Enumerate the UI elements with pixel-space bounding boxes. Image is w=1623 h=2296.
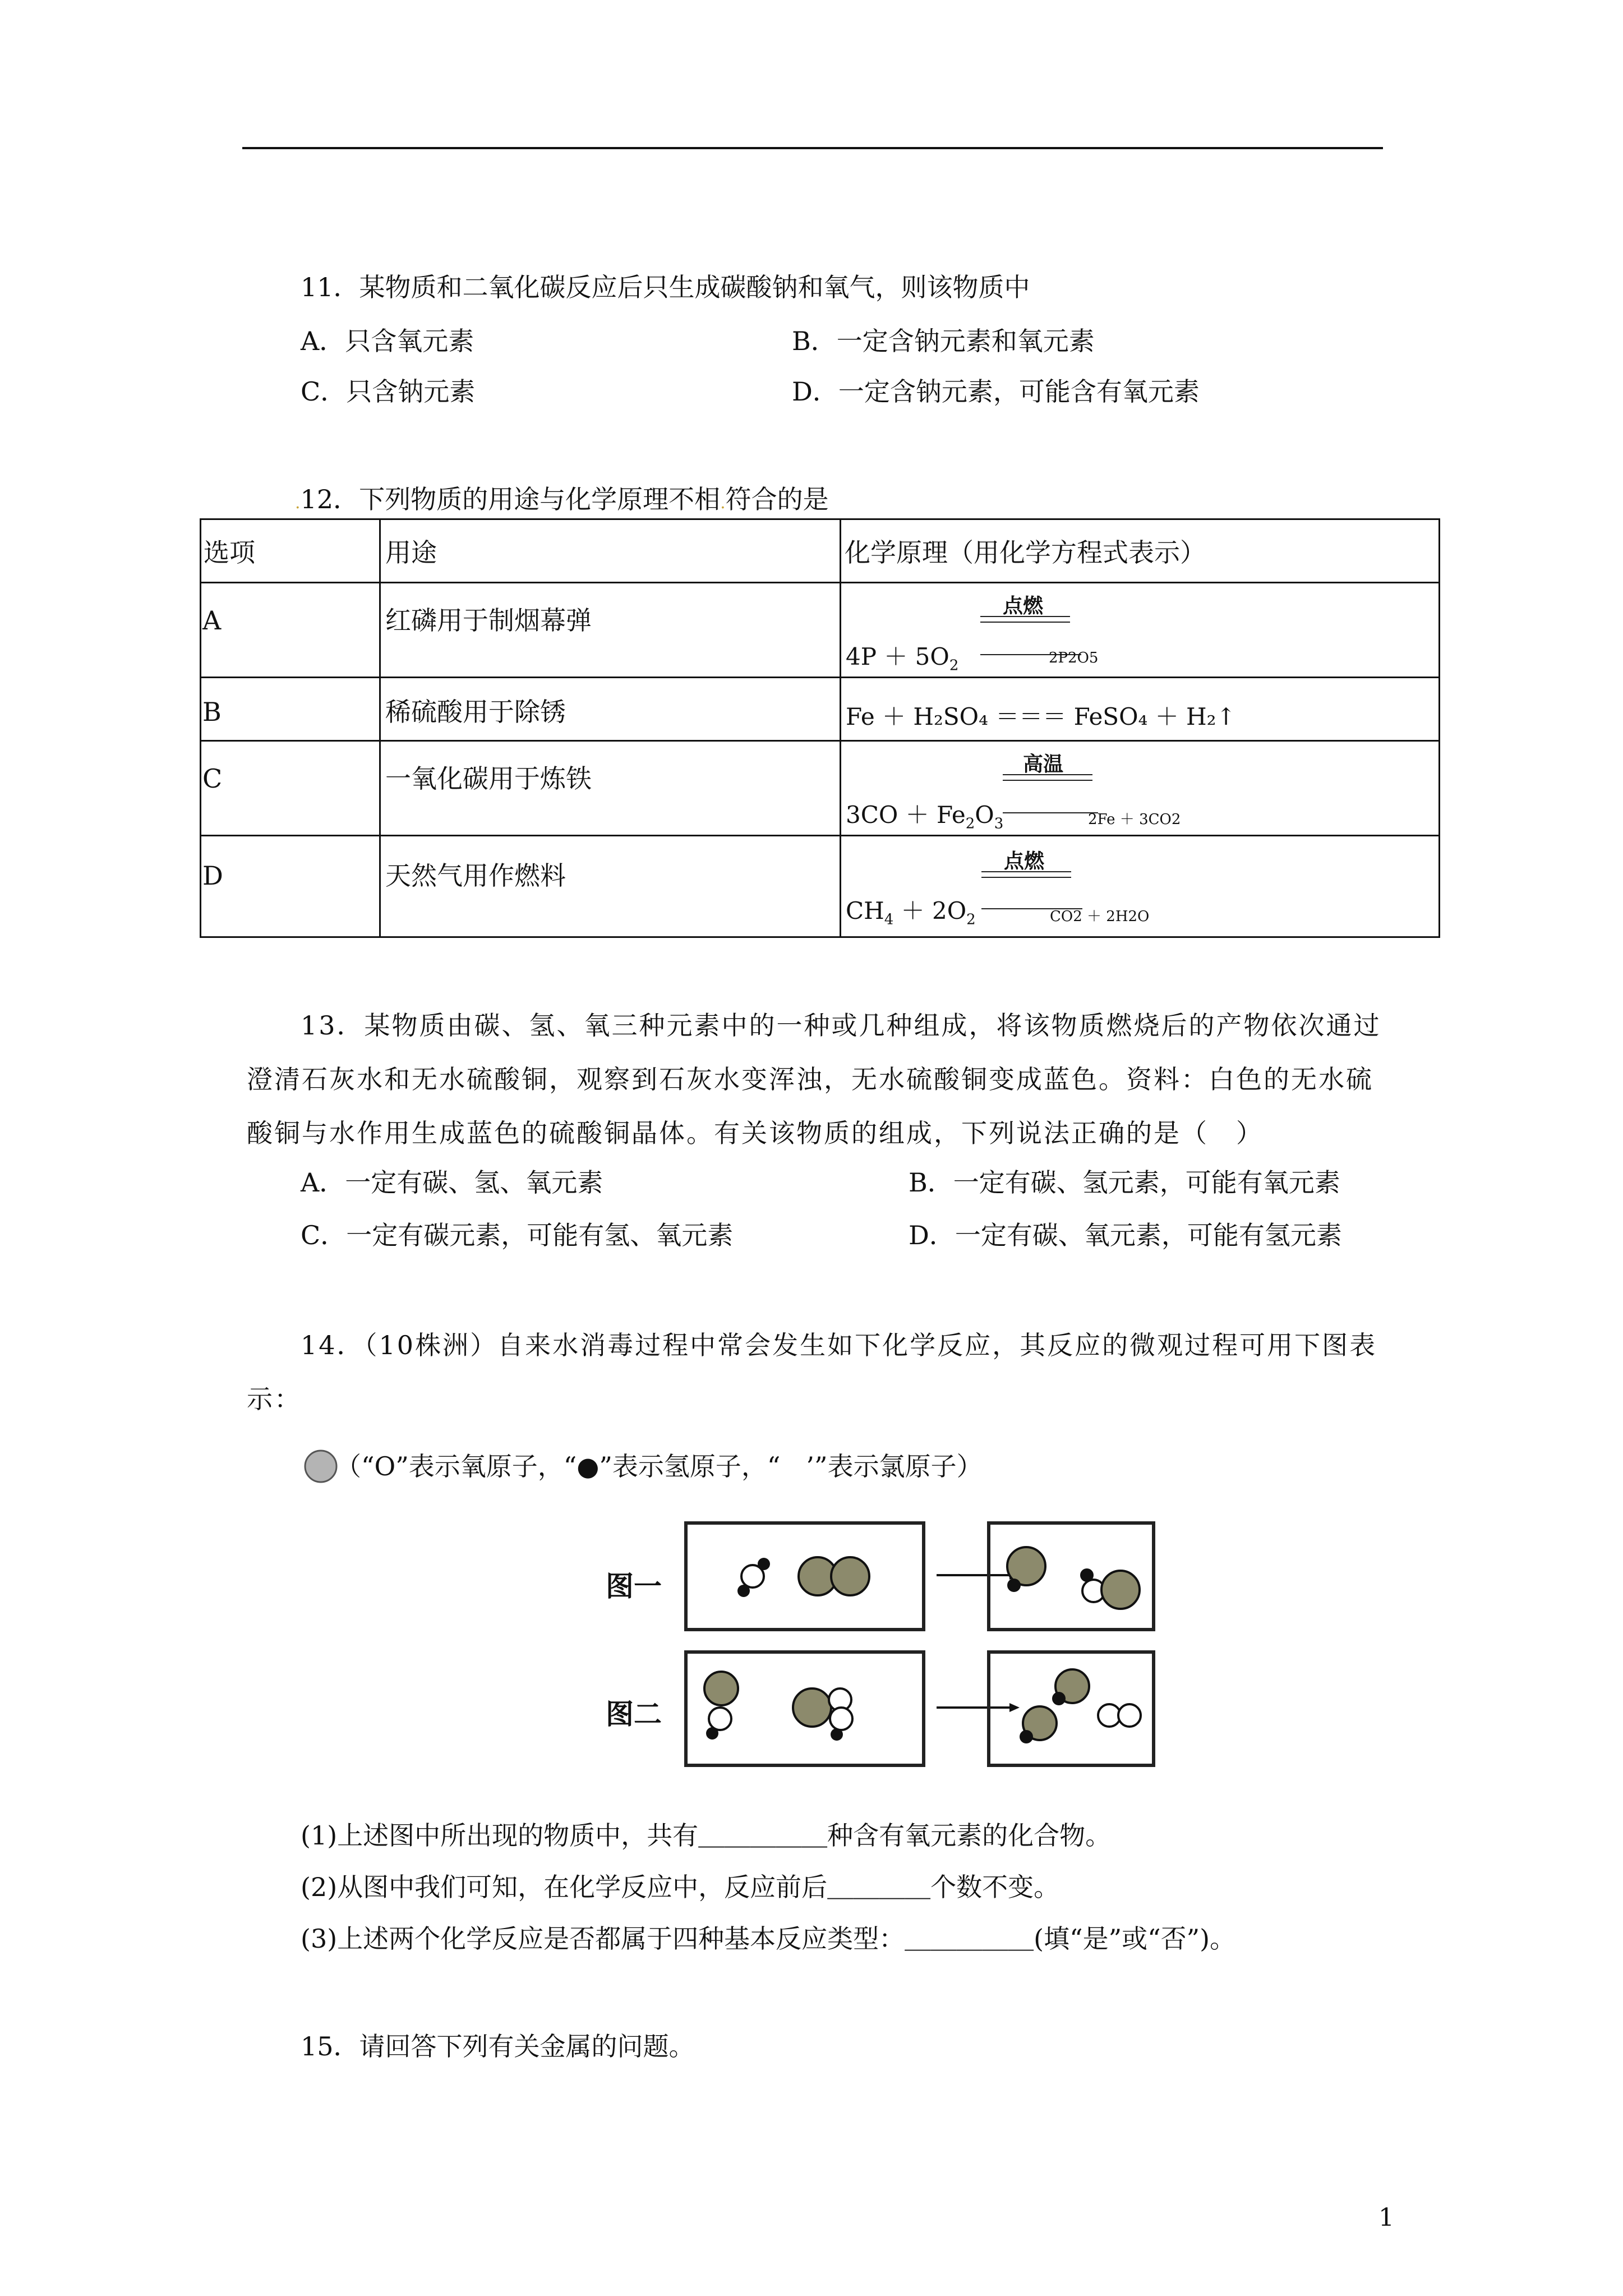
chem-table: [200, 518, 1440, 938]
oxygen-atom: [830, 1708, 852, 1730]
fig2-products-box: [987, 1650, 1155, 1767]
table-row: [840, 677, 1440, 742]
table-row: [200, 582, 381, 678]
fig2-products-molecules: [990, 1654, 1152, 1764]
q14-sub2: (2)从图中我们可知，在化学反应中，反应前后＿＿＿＿个数不变。: [301, 1872, 1060, 1902]
table-row: [200, 740, 381, 836]
row-d-lhs-a: CH: [846, 897, 884, 924]
row-b-option: B: [202, 697, 222, 727]
row-a-rhs: 2P2O5: [1049, 650, 1099, 666]
row-a-option: A: [202, 605, 222, 636]
q12-stem-a: 12．下列物质的用途与化学原理不相: [300, 484, 721, 514]
row-d-sub2: 2: [966, 911, 976, 928]
row-c-sub1: 2: [965, 815, 975, 832]
q11-option-b: B．一定含钠元素和氧元素: [792, 326, 1095, 356]
row-d-use: 天然气用作燃料: [385, 861, 566, 891]
q11-option-a: A．只含氧元素: [301, 326, 474, 356]
row-d-rhs: CO2 ＋ 2H2O: [1050, 908, 1150, 925]
hydrogen-atom: [706, 1727, 718, 1740]
fig2-reactants-molecules: [688, 1654, 922, 1764]
row-c-equation: [846, 797, 1003, 832]
q14-legend: （“O”表示氧原子，“●”表示氢原子，“ ’”表示氯原子）: [335, 1451, 983, 1481]
condition-rule-lower: [1003, 812, 1098, 813]
table-header-cell: [840, 518, 1440, 583]
row-a-sub: 2: [949, 657, 959, 674]
row-d-lhs-b: ＋ 2O: [893, 897, 967, 924]
table-row: [379, 740, 841, 836]
row-a-condition: 点燃: [1003, 594, 1044, 618]
row-b-use: 稀硫酸用于除锈: [385, 697, 566, 727]
q13-option-a: A．一定有碳、氢、氧元素: [301, 1167, 603, 1198]
chlorine-atom: [793, 1688, 831, 1727]
header-option: 选项: [204, 537, 255, 568]
header-principle: 化学原理（用化学方程式表示）: [845, 537, 1206, 568]
row-c-use: 一氧化碳用于炼铁: [385, 763, 592, 794]
q12-stem: [295, 482, 829, 520]
fig1-reactants-molecules: [688, 1525, 922, 1628]
fig1-products-molecules: [990, 1525, 1152, 1628]
q14-sub3: (3)上述两个化学反应是否都属于四种基本反应类型：＿＿＿＿＿(填“是”或“否”)。: [301, 1924, 1236, 1954]
row-c-lhs-a: 3CO ＋ Fe: [846, 801, 966, 829]
q14-sub1: (1)上述图中所出现的物质中，共有＿＿＿＿＿种含有氧元素的化合物。: [301, 1820, 1112, 1851]
reaction-diagram: [591, 1513, 1152, 1777]
chlorine-atom-icon: [303, 1448, 339, 1484]
row-b-equation: Fe ＋ H₂SO₄ ＝＝＝ FeSO₄ ＋ H₂↑: [846, 703, 1236, 730]
condition-rule: [1003, 774, 1092, 781]
header-rule: [242, 147, 1383, 149]
table-row: [200, 835, 381, 938]
table-row: [840, 835, 1440, 938]
q13-option-d: D．一定有碳、氧元素，可能有氢元素: [909, 1220, 1342, 1250]
row-c-sub2: 3: [994, 815, 1004, 832]
q13-paragraph: 13．某物质由碳、氢、氧三种元素中的一种或几种组成，将该物质燃烧后的产物依次通过澄清石灰水和无水硫酸铜，观察到石灰水变浑浊，无水硫酸铜变成蓝色。资料：白色的无水硫酸铜与水作用生成蓝色的硫酸铜晶体。有关该物质的组成，下列说法正确的是（ ）: [247, 1010, 1381, 1148]
chlorine-atom: [1101, 1571, 1140, 1609]
hydrogen-atom: [737, 1585, 750, 1597]
header-use: 用途: [385, 537, 437, 568]
q13-option-c: C．一定有碳元素，可能有氢、氧元素: [301, 1220, 734, 1250]
oxygen-atom: [1118, 1704, 1141, 1727]
row-a-equation: [846, 638, 958, 674]
q14-paragraph: 14．（10株洲）自来水消毒过程中常会发生如下化学反应，其反应的微观过程可用下图表示：: [247, 1330, 1377, 1414]
table-row: [840, 740, 1440, 836]
oxygen-atom: [709, 1708, 731, 1730]
table-header-cell: [379, 518, 841, 583]
page-number: 1: [1378, 2203, 1394, 2232]
row-c-rhs: 2Fe ＋ 3CO2: [1088, 811, 1181, 828]
q12-mark-2: .: [720, 493, 726, 513]
row-a-use: 红磷用于制烟幕弹: [385, 605, 592, 636]
hydrogen-atom: [758, 1558, 770, 1570]
fig1-products-box: [987, 1521, 1155, 1631]
row-d-condition: 点燃: [1004, 849, 1045, 873]
row-d-sub1: 4: [884, 911, 894, 928]
q12-stem-b: 符合的是: [725, 484, 829, 514]
q11-option-c: C．只含钠元素: [301, 376, 476, 407]
q11-stem: 11．某物质和二氧化碳反应后只生成碳酸钠和氧气，则该物质中: [301, 272, 1030, 302]
table-row: [379, 582, 841, 678]
table-row: [840, 582, 1440, 678]
hydrogen-atom: [1020, 1730, 1033, 1743]
figure-one-label: 图一: [606, 1570, 662, 1603]
hydrogen-atom: [1052, 1692, 1066, 1705]
condition-rule: [981, 871, 1071, 878]
row-a-lhs: 4P ＋ 5O: [846, 643, 949, 670]
row-d-option: D: [202, 861, 223, 891]
figure-two-label: 图二: [606, 1698, 662, 1731]
q13-option-b: B．一定有碳、氢元素，可能有氧元素: [909, 1167, 1340, 1198]
chlorine-atom: [704, 1672, 738, 1705]
q12-mark: .: [295, 493, 301, 513]
fig2-reactants-box: [684, 1650, 925, 1767]
row-c-option: C: [202, 763, 223, 794]
table-row: [200, 677, 381, 742]
hydrogen-atom: [831, 1728, 843, 1741]
row-c-lhs-b: O: [975, 801, 994, 829]
condition-rule: [980, 616, 1070, 623]
row-c-condition: 高温: [1023, 752, 1064, 776]
table-row: [379, 835, 841, 938]
table-row: [379, 677, 841, 742]
fig1-reactants-box: [684, 1521, 925, 1631]
chlorine-atom: [831, 1557, 869, 1595]
q11-option-d: D．一定含钠元素，可能含有氧元素: [792, 376, 1200, 407]
q15-stem: 15．请回答下列有关金属的问题。: [301, 2031, 695, 2062]
table-header-cell: [200, 518, 381, 583]
hydrogen-atom: [1007, 1579, 1021, 1592]
row-d-equation: [846, 892, 976, 928]
